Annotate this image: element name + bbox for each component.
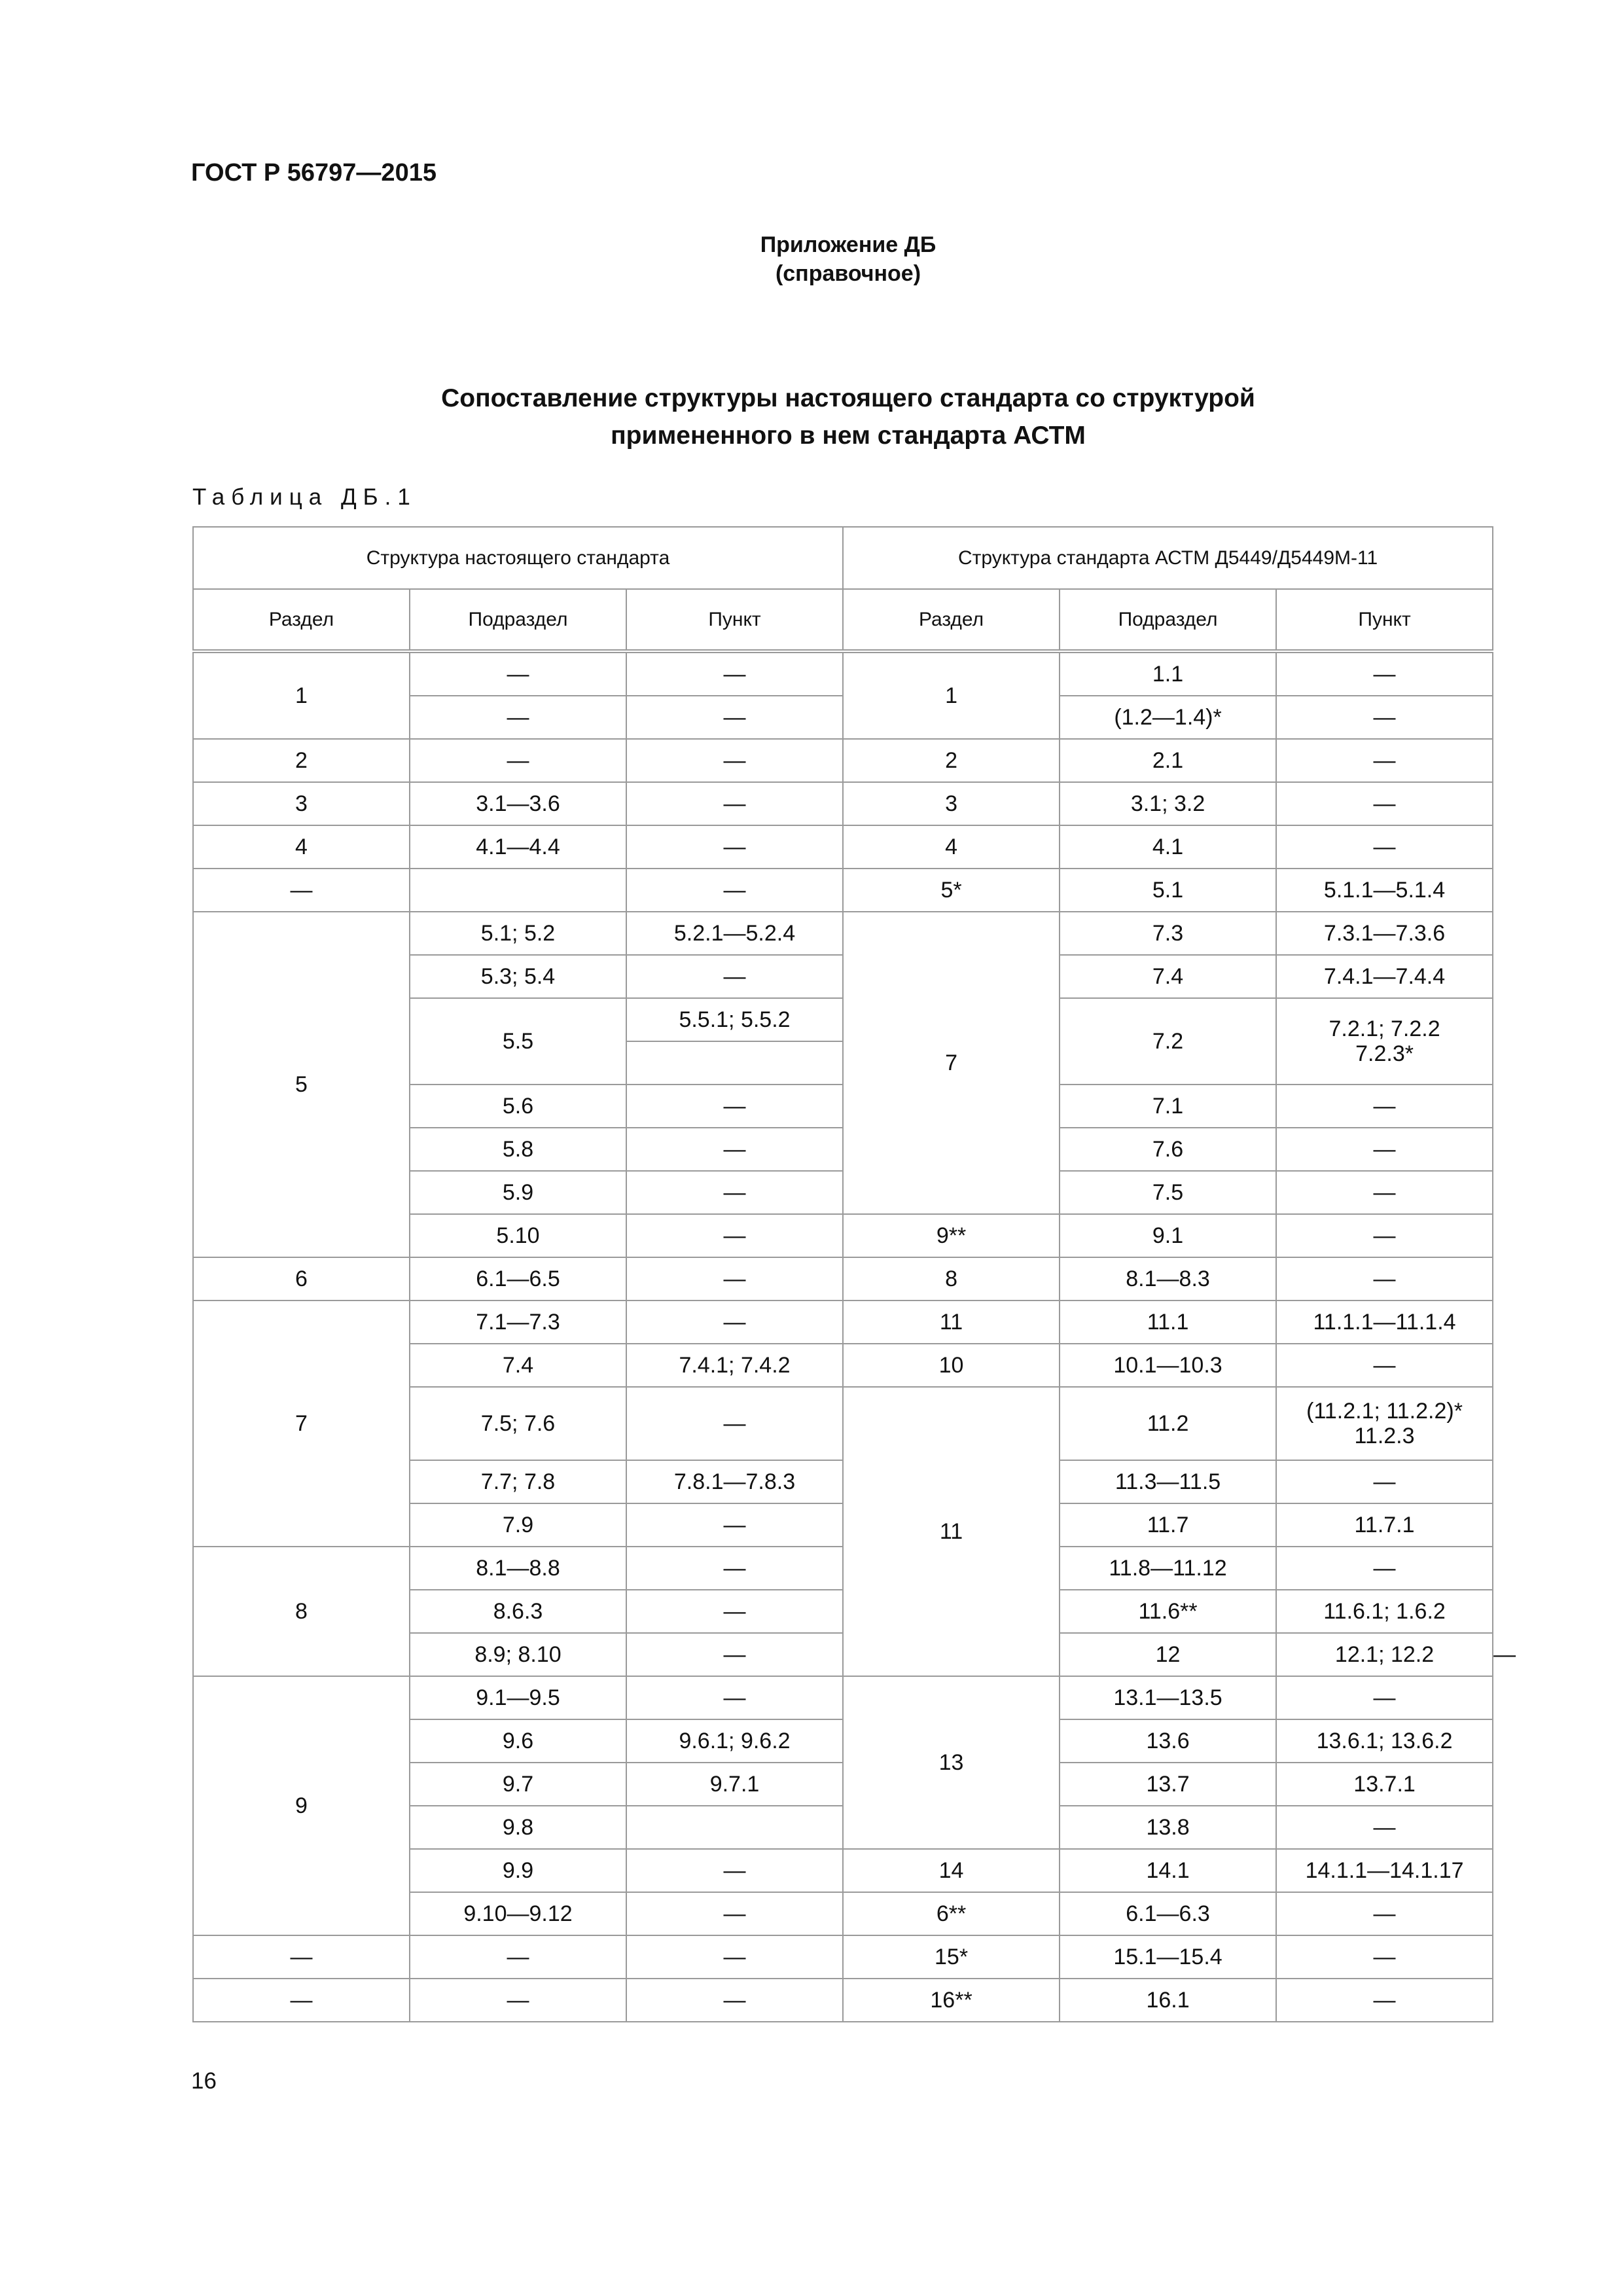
table-cell: — (410, 739, 626, 782)
table-cell: 5.1; 5.2 (410, 912, 626, 955)
table-cell: 5.1.1—5.1.4 (1276, 869, 1493, 912)
table-cell: 7.5 (1060, 1171, 1276, 1214)
document-code: ГОСТ Р 56797—2015 (191, 159, 437, 187)
table-cell: — (1276, 1935, 1493, 1979)
table-cell: (1.2—1.4)* (1060, 696, 1276, 739)
table-cell: 5.1 (1060, 869, 1276, 912)
table-cell: 5.5 (410, 998, 626, 1085)
table-cell: 11.1.1—11.1.4 (1276, 1300, 1493, 1344)
table-cell: — (1276, 1892, 1493, 1935)
table-cell: — (626, 1128, 843, 1171)
table-cell: — (1276, 825, 1493, 869)
table-cell: 4.1 (1060, 825, 1276, 869)
table-cell: — (626, 869, 843, 912)
table-cell: 7.4.1—7.4.4 (1276, 955, 1493, 998)
table-cell: — (1276, 739, 1493, 782)
table-cell: 3.1—3.6 (410, 782, 626, 825)
table-cell: 7.6 (1060, 1128, 1276, 1171)
table-cell: 8.1—8.8 (410, 1547, 626, 1590)
table-cell: 9.8 (410, 1806, 626, 1849)
table-cell: 5.9 (410, 1171, 626, 1214)
table-row (193, 1935, 1493, 1979)
table-row: 8.9; 8.10 — 12 12.1; 12.2 — (193, 1633, 1493, 1676)
comparison-table (192, 526, 1516, 2022)
table-cell: 7.5; 7.6 (410, 1387, 626, 1460)
header-left-group: Структура настоящего стандарта (193, 527, 843, 589)
table-cell: 9 (193, 1676, 410, 1935)
table-cell: — (193, 1979, 410, 2022)
table-cell: 6.1—6.5 (410, 1257, 626, 1300)
table-cell: 5 (193, 912, 410, 1257)
table-cell: 9.1—9.5 (410, 1676, 626, 1719)
table-cell: 13.6 (1060, 1719, 1276, 1763)
table-cell: 11.7.1 (1276, 1503, 1493, 1547)
table-caption: Таблица ДБ.1 (192, 484, 417, 510)
table-cell: 9.6 (410, 1719, 626, 1763)
table-cell: 7.1 (1060, 1085, 1276, 1128)
table-cell: — (626, 1085, 843, 1128)
table-cell: — (626, 651, 843, 696)
table-cell: 13.8 (1060, 1806, 1276, 1849)
table-cell: 9** (843, 1214, 1060, 1257)
table-cell: — (410, 651, 626, 696)
table-cell: — (1276, 1085, 1493, 1128)
header-item-left: Пункт (626, 589, 843, 651)
cell-line: (11.2.1; 11.2.2)* (1306, 1399, 1463, 1424)
table-cell: — (626, 1547, 843, 1590)
table-cell: 7 (843, 912, 1060, 1214)
table-cell: — (1276, 696, 1493, 739)
header-section-left: Раздел (193, 589, 410, 651)
table-cell: 1 (193, 651, 410, 739)
table-cell: 9.9 (410, 1849, 626, 1892)
table-cell: 4 (843, 825, 1060, 869)
table-title (0, 380, 1623, 454)
table-cell: 7.2 (1060, 998, 1276, 1085)
table-cell: — (193, 1935, 410, 1979)
table-cell: 11.8—11.12 (1060, 1547, 1276, 1590)
table-cell: 14.1.1—14.1.17 (1276, 1849, 1493, 1892)
table-cell: 9.7 (410, 1763, 626, 1806)
table-cell: 16** (843, 1979, 1060, 2022)
table-row (193, 782, 1493, 825)
table-cell: 6 (193, 1257, 410, 1300)
table-cell: — (626, 739, 843, 782)
table-cell: — (1276, 1171, 1493, 1214)
table-cell: 11.7 (1060, 1503, 1276, 1547)
table-cell: 9.10—9.12 (410, 1892, 626, 1935)
table-cell: 7.4 (1060, 955, 1276, 998)
table-cell: 7.4.1; 7.4.2 (626, 1344, 843, 1387)
table-cell: — (626, 825, 843, 869)
table-cell: 7.7; 7.8 (410, 1460, 626, 1503)
table-cell: — (626, 1633, 843, 1676)
table-cell: — (626, 1849, 843, 1892)
table-cell: — (1276, 1979, 1493, 2022)
table-cell: — (1276, 1344, 1493, 1387)
table-cell (1276, 998, 1493, 1085)
table-row (193, 1676, 1493, 1719)
table-cell: 10 (843, 1344, 1060, 1387)
table-cell: — (626, 1935, 843, 1979)
table-cell: 8 (843, 1257, 1060, 1300)
table-cell: 16.1 (1060, 1979, 1276, 2022)
table-cell: — (1276, 1214, 1493, 1257)
header-section-right: Раздел (843, 589, 1060, 651)
table-cell: 11 (843, 1387, 1060, 1676)
table-cell: 8.6.3 (410, 1590, 626, 1633)
table-cell: 7 (193, 1300, 410, 1547)
table-cell: — (626, 1590, 843, 1633)
table-cell: 7.3 (1060, 912, 1276, 955)
table-cell: 11.1 (1060, 1300, 1276, 1344)
table-cell: 9.1 (1060, 1214, 1276, 1257)
table-cell: 13.7 (1060, 1763, 1276, 1806)
table-cell: — (626, 1979, 843, 2022)
table-cell: — (1276, 1547, 1493, 1590)
table-cell: 1.1 (1060, 651, 1276, 696)
table-cell: — (1276, 1257, 1493, 1300)
table-cell: 4.1—4.4 (410, 825, 626, 869)
table-cell: 11.6** (1060, 1590, 1276, 1633)
table-cell: 15.1—15.4 (1060, 1935, 1276, 1979)
table-cell: 6** (843, 1892, 1060, 1935)
table-row (193, 825, 1493, 869)
table-cell: 7.3.1—7.3.6 (1276, 912, 1493, 955)
title-line-1: Сопоставление структуры настоящего стандарта со структурой (441, 384, 1255, 412)
table-cell: 4 (193, 825, 410, 869)
table-row (193, 1300, 1493, 1344)
title-line-2: примененного в нем стандарта АСТМ (611, 422, 1086, 450)
table-cell (410, 869, 626, 912)
appendix-heading (0, 230, 1623, 288)
table-cell: — (1276, 651, 1493, 696)
table-row (193, 1257, 1493, 1300)
table-cell: 5* (843, 869, 1060, 912)
table-row (193, 1979, 1493, 2022)
table-cell: — (626, 1300, 843, 1344)
table-cell: 8.1—8.3 (1060, 1257, 1276, 1300)
table-cell: 13.1—13.5 (1060, 1676, 1276, 1719)
table-cell: — (626, 696, 843, 739)
table-cell: — (1276, 782, 1493, 825)
table-cell: 14 (843, 1849, 1060, 1892)
table-row (193, 869, 1493, 912)
table-cell: 5.8 (410, 1128, 626, 1171)
table-cell: 5.2.1—5.2.4 (626, 912, 843, 955)
appendix-type: (справочное) (775, 261, 921, 286)
header-right-group: Структура стандарта АСТМ Д5449/Д5449М-11 (843, 527, 1493, 589)
table-cell: — (626, 1387, 843, 1460)
table-cell: 7.4 (410, 1344, 626, 1387)
table-cell: 13 (843, 1676, 1060, 1849)
table-cell: — (626, 1676, 843, 1719)
table-cell: 3.1; 3.2 (1060, 782, 1276, 825)
table-cell: 7.8.1—7.8.3 (626, 1460, 843, 1503)
table-row (193, 651, 1493, 696)
appendix-name: Приложение ДБ (760, 232, 936, 257)
header-subsection-right: Подраздел (1060, 589, 1276, 651)
table-cell: — (1276, 1460, 1493, 1503)
table-cell: 8 (193, 1547, 410, 1676)
table-cell: — (193, 869, 410, 912)
table-cell: 5.6 (410, 1085, 626, 1128)
table-cell: — (626, 1503, 843, 1547)
table-cell: 3 (843, 782, 1060, 825)
header-subsection-left: Подраздел (410, 589, 626, 651)
table-cell: — (1276, 1806, 1493, 1849)
table-cell: 11.3—11.5 (1060, 1460, 1276, 1503)
table-cell: 9.7.1 (626, 1763, 843, 1806)
table-cell: 8.9; 8.10 (410, 1633, 626, 1676)
table-cell: 13.6.1; 13.6.2 (1276, 1719, 1493, 1763)
table-cell: 14.1 (1060, 1849, 1276, 1892)
table-cell: — (410, 1979, 626, 2022)
table-cell: 1 (843, 651, 1060, 739)
cell-line: 7.2.3* (1355, 1041, 1414, 1066)
table-cell: — (626, 955, 843, 998)
table-cell: 7.1—7.3 (410, 1300, 626, 1344)
table-cell: 5.10 (410, 1214, 626, 1257)
table-cell: 7.9 (410, 1503, 626, 1547)
header-row-groups (193, 527, 1493, 589)
table-cell: 11.2 (1060, 1387, 1276, 1460)
table-cell: 6.1—6.3 (1060, 1892, 1276, 1935)
table-cell: — (626, 1214, 843, 1257)
table-cell: 5.3; 5.4 (410, 955, 626, 998)
cell-line: 7.2.1; 7.2.2 (1329, 1016, 1440, 1041)
page-number: 16 (191, 2068, 217, 2094)
table-cell: 13.7.1 (1276, 1763, 1493, 1806)
table-cell: — (410, 1935, 626, 1979)
table-cell: 15* (843, 1935, 1060, 1979)
header-item-right: Пункт (1276, 589, 1493, 651)
table-cell: 2 (843, 739, 1060, 782)
table-cell: 5.5.1; 5.5.2 (626, 998, 843, 1041)
table-cell: — (626, 1257, 843, 1300)
table-cell: 3 (193, 782, 410, 825)
table-cell (626, 1041, 843, 1085)
table-cell: — (626, 782, 843, 825)
table-cell: — (626, 1892, 843, 1935)
table-cell: — (1276, 1128, 1493, 1171)
table-row (193, 739, 1493, 782)
table-cell: — (626, 1171, 843, 1214)
table-row (193, 912, 1493, 955)
table-cell (1276, 1387, 1493, 1460)
table-cell: 11.6.1; 1.6.2 (1276, 1590, 1493, 1633)
table-cell: 11 (843, 1300, 1060, 1344)
table-cell: — (410, 696, 626, 739)
table-cell: 10.1—10.3 (1060, 1344, 1276, 1387)
table-cell: — (1276, 1676, 1493, 1719)
table-cell: 9.6.1; 9.6.2 (626, 1719, 843, 1763)
table-cell: 12.1; 12.2 (1276, 1633, 1493, 1676)
table-cell: 2.1 (1060, 739, 1276, 782)
table-cell (626, 1806, 843, 1849)
cell-line: 11.2.3 (1354, 1424, 1415, 1448)
header-row-columns (193, 589, 1493, 651)
table-cell: 12 (1060, 1633, 1276, 1676)
table-cell: 2 (193, 739, 410, 782)
